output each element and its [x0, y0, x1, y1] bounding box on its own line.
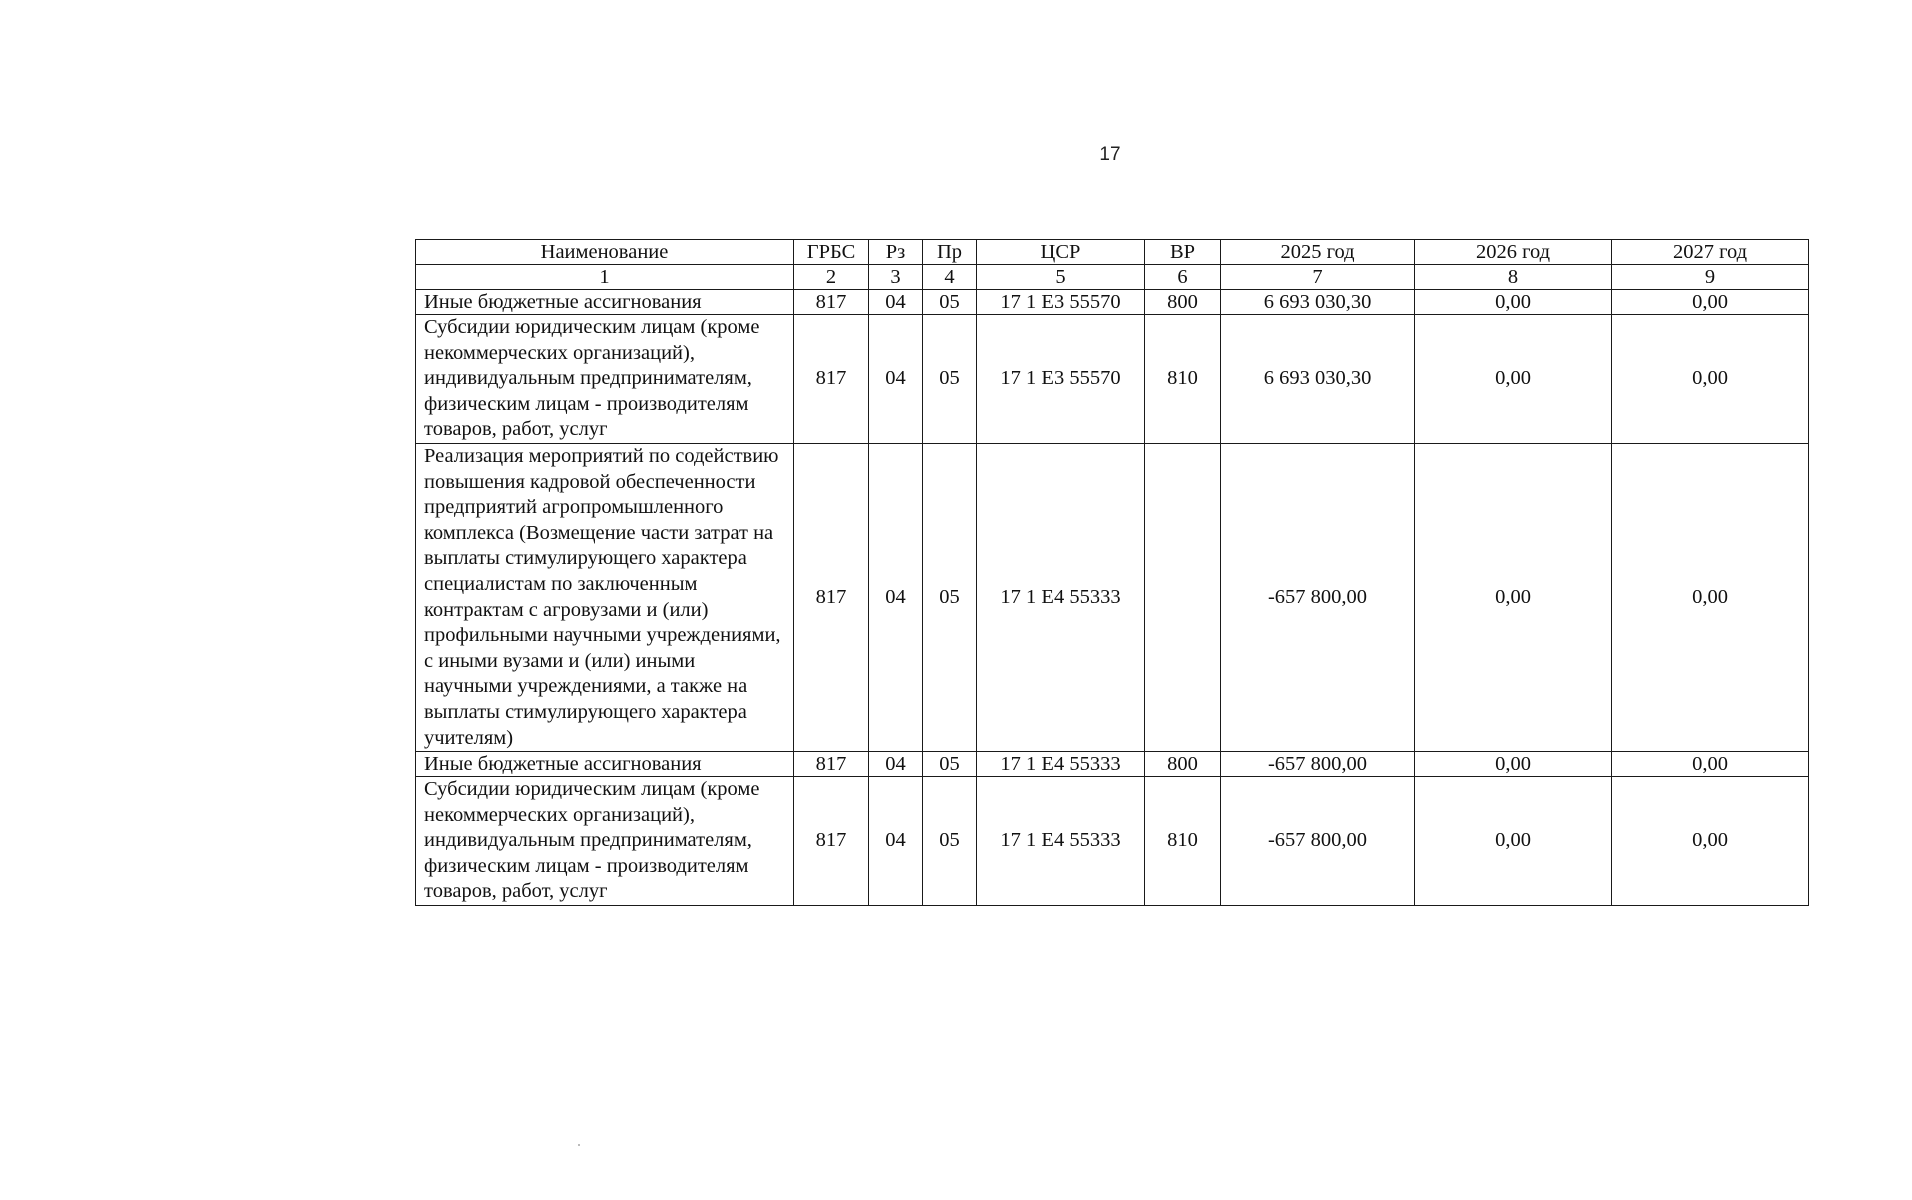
column-number: 9	[1612, 265, 1809, 290]
row-2027: 0,00	[1612, 752, 1809, 777]
row-2026: 0,00	[1415, 777, 1612, 906]
row-2025: -657 800,00	[1221, 752, 1415, 777]
row-csr: 17 1 E4 55333	[977, 443, 1145, 751]
column-number: 2	[794, 265, 869, 290]
table-row	[416, 777, 1809, 906]
column-number: 6	[1145, 265, 1221, 290]
row-2025: -657 800,00	[1221, 443, 1415, 751]
header-2025: 2025 год	[1221, 240, 1415, 265]
row-rz: 04	[869, 777, 923, 906]
row-rz: 04	[869, 443, 923, 751]
header-row	[416, 240, 1809, 265]
row-grbs: 817	[794, 777, 869, 906]
column-number: 3	[869, 265, 923, 290]
row-csr: 17 1 E4 55333	[977, 752, 1145, 777]
header-pr: Пр	[923, 240, 977, 265]
budget-table	[415, 239, 1809, 906]
row-grbs: 817	[794, 315, 869, 444]
row-2026: 0,00	[1415, 290, 1612, 315]
row-grbs: 817	[794, 443, 869, 751]
row-csr: 17 1 E3 55570	[977, 315, 1145, 444]
column-number-row	[416, 265, 1809, 290]
row-vr	[1145, 443, 1221, 751]
row-vr: 800	[1145, 752, 1221, 777]
column-number: 1	[416, 265, 794, 290]
row-2026: 0,00	[1415, 752, 1612, 777]
row-name: Иные бюджетные ассигнования	[416, 290, 794, 315]
row-grbs: 817	[794, 290, 869, 315]
row-2025: 6 693 030,30	[1221, 290, 1415, 315]
row-rz: 04	[869, 290, 923, 315]
header-2027: 2027 год	[1612, 240, 1809, 265]
page-number: 17	[1099, 144, 1121, 165]
row-2026: 0,00	[1415, 315, 1612, 444]
row-2025: 6 693 030,30	[1221, 315, 1415, 444]
row-pr: 05	[923, 315, 977, 444]
table-row	[416, 752, 1809, 777]
row-rz: 04	[869, 315, 923, 444]
column-number: 7	[1221, 265, 1415, 290]
row-name: Иные бюджетные ассигнования	[416, 752, 794, 777]
table-row	[416, 315, 1809, 444]
row-2027: 0,00	[1612, 443, 1809, 751]
header-grbs: ГРБС	[794, 240, 869, 265]
row-pr: 05	[923, 443, 977, 751]
row-2027: 0,00	[1612, 777, 1809, 906]
row-pr: 05	[923, 290, 977, 315]
row-2027: 0,00	[1612, 290, 1809, 315]
row-2026: 0,00	[1415, 443, 1612, 751]
header-vr: ВР	[1145, 240, 1221, 265]
row-name: Реализация мероприятий по содействию повышения кадровой обеспеченности предприятий агропромышленного комплекса (Возмещение части затрат на выплаты стимулирующего характера специалистам по заключенным контрактам с агровузами и (или) профильными научными учреждениями, с иными вузами и (или) иными научными учреждениями, а также на выплаты стимулирующего характера учителям)	[416, 443, 794, 751]
header-name: Наименование	[416, 240, 794, 265]
table-row	[416, 443, 1809, 751]
row-pr: 05	[923, 752, 977, 777]
row-vr: 800	[1145, 290, 1221, 315]
row-name: Субсидии юридическим лицам (кроме некоммерческих организаций), индивидуальным предпринимателям, физическим лицам - производителям товаров, работ, услуг	[416, 777, 794, 906]
row-pr: 05	[923, 777, 977, 906]
row-csr: 17 1 E3 55570	[977, 290, 1145, 315]
row-2025: -657 800,00	[1221, 777, 1415, 906]
row-vr: 810	[1145, 315, 1221, 444]
row-rz: 04	[869, 752, 923, 777]
header-csr: ЦСР	[977, 240, 1145, 265]
row-2027: 0,00	[1612, 315, 1809, 444]
header-rz: Рз	[869, 240, 923, 265]
scan-speck	[578, 1144, 580, 1146]
column-number: 4	[923, 265, 977, 290]
column-number: 8	[1415, 265, 1612, 290]
header-2026: 2026 год	[1415, 240, 1612, 265]
table-row	[416, 290, 1809, 315]
row-vr: 810	[1145, 777, 1221, 906]
row-csr: 17 1 E4 55333	[977, 777, 1145, 906]
row-grbs: 817	[794, 752, 869, 777]
column-number: 5	[977, 265, 1145, 290]
row-name: Субсидии юридическим лицам (кроме некоммерческих организаций), индивидуальным предпринимателям, физическим лицам - производителям товаров, работ, услуг	[416, 315, 794, 444]
